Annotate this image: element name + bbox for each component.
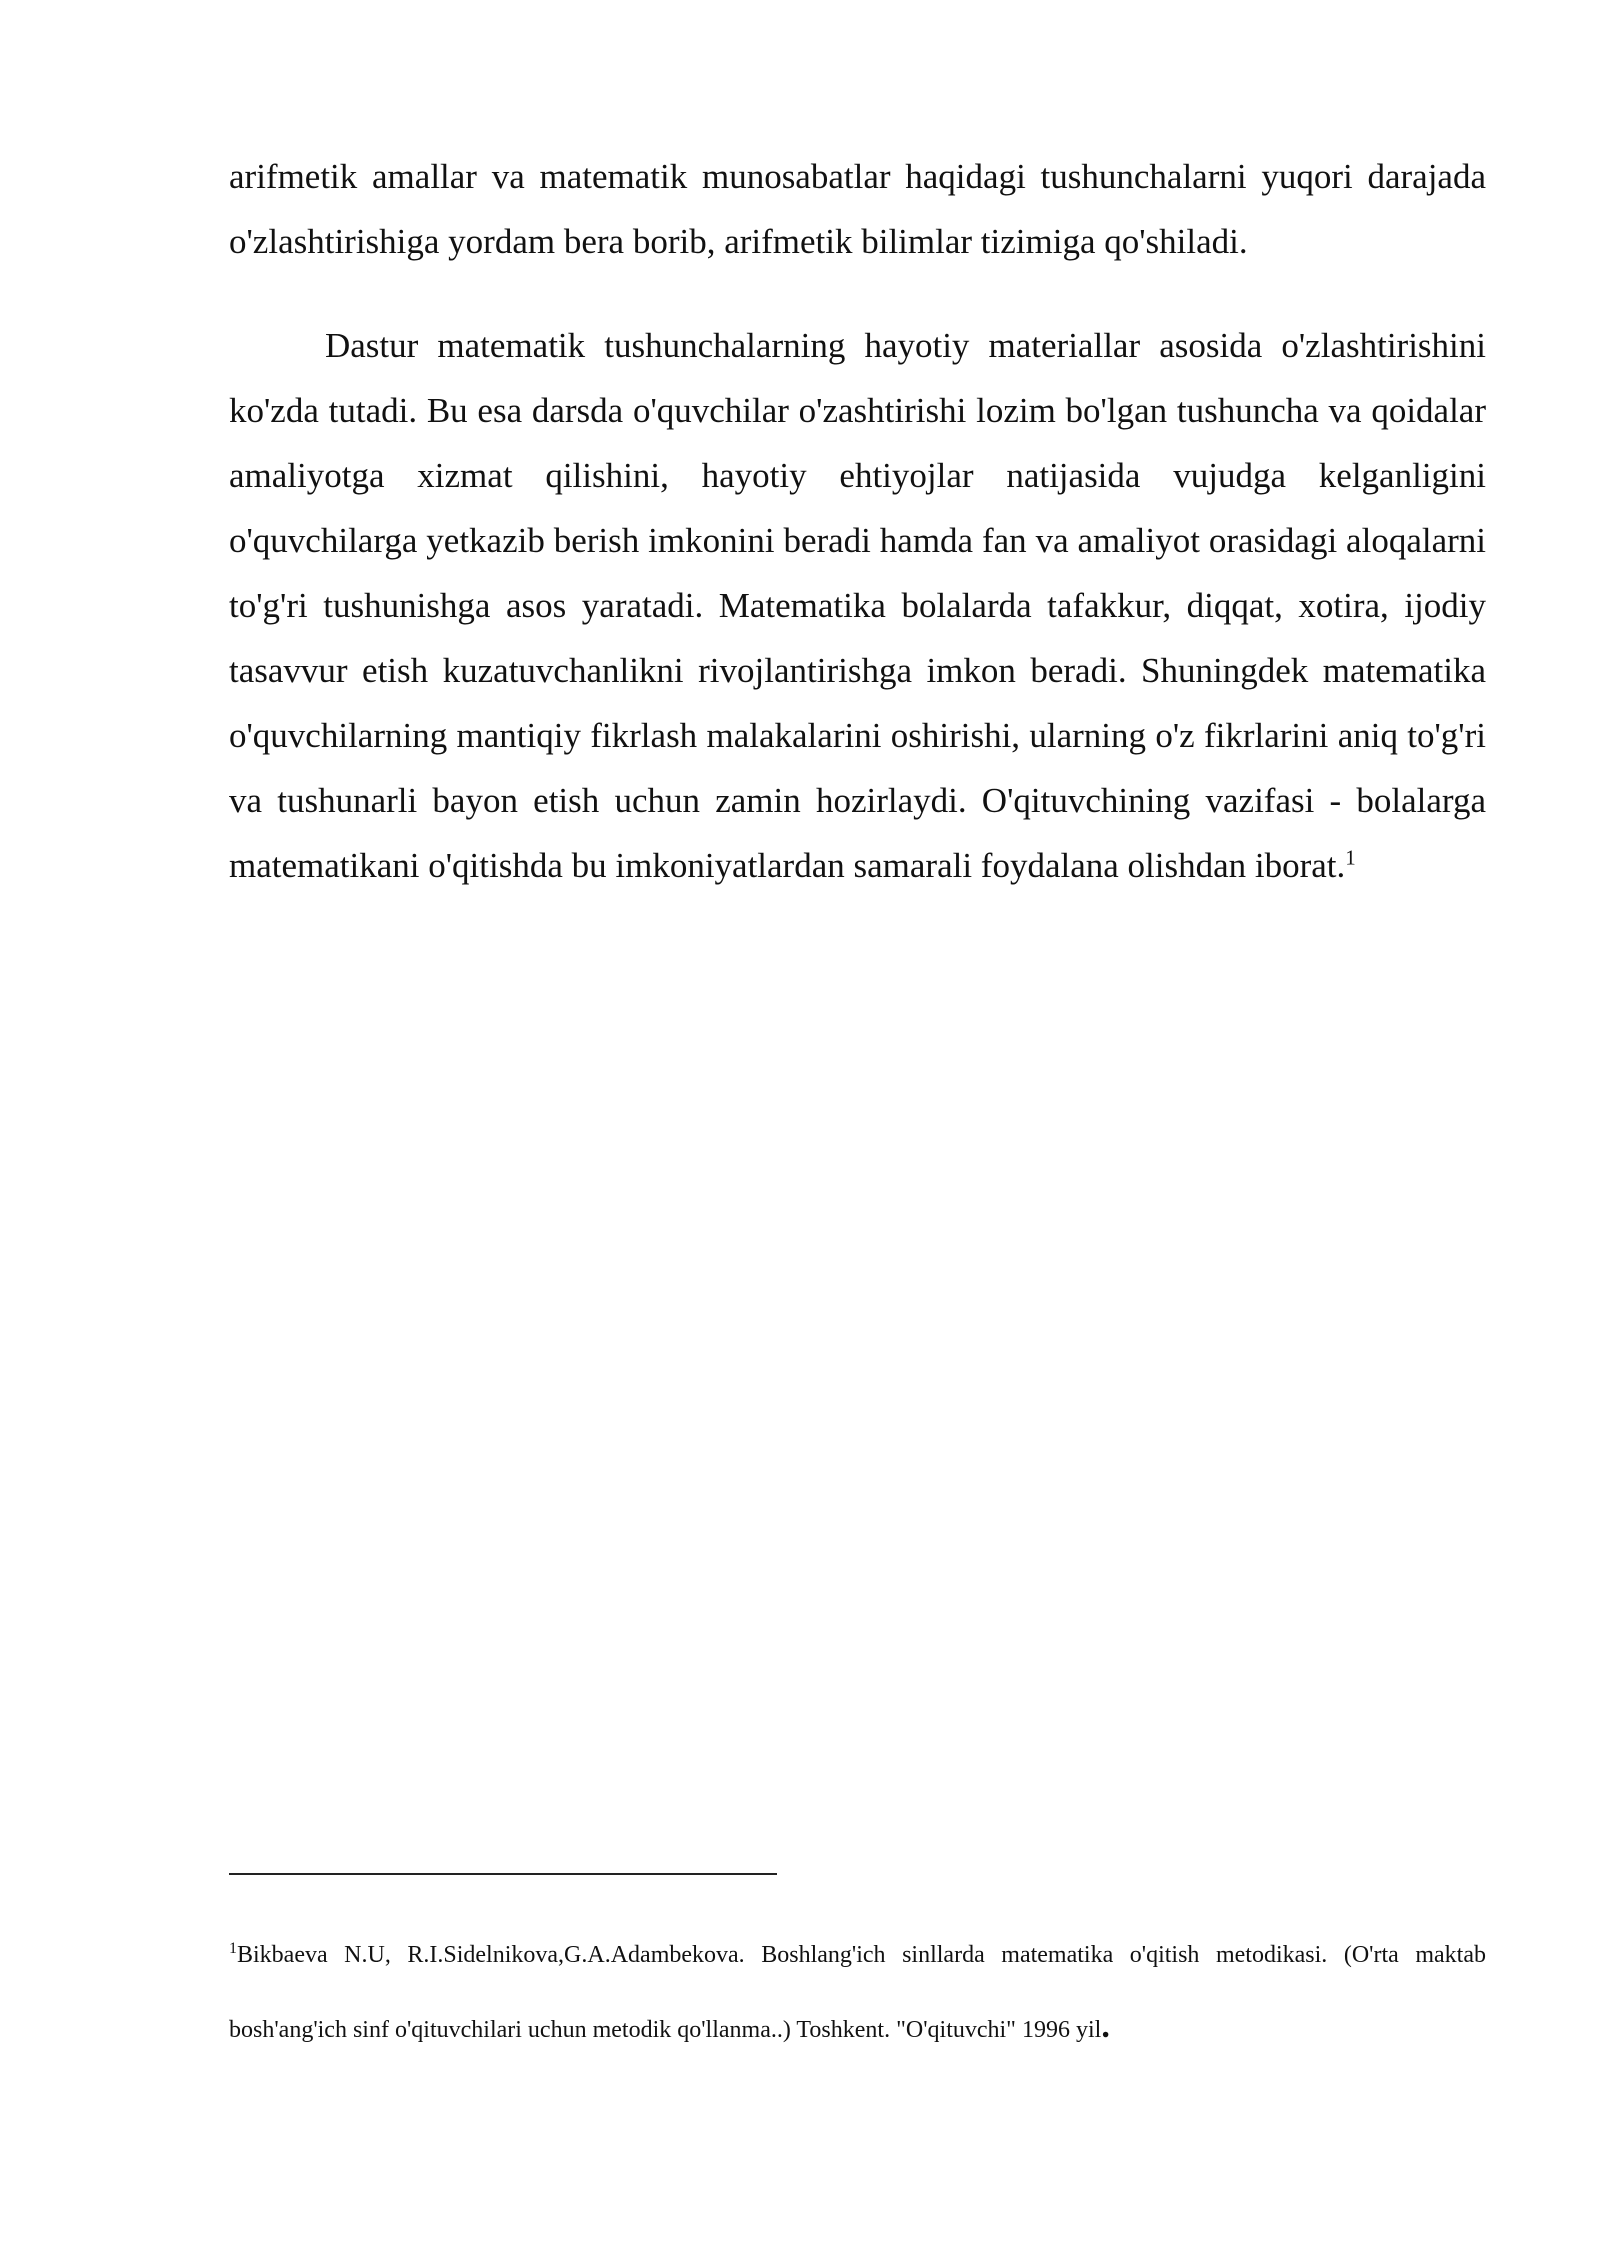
- paragraph-2-text: Dastur matematik tushunchalarning hayotiy materiallar asosida o'zlashtirishini ko'zda tutadi. Bu esa darsda o'quvchilar o'zashtirishi lozim bo'lgan tushuncha va qoidalar amaliyotga xizmat qilishini, hayotiy ehtiyojlar natijasida vujudga kelganligini o'quvchilarga yetkazib berish imkonini beradi hamda fan va amaliyot orasidagi aloqalarni to'g'ri tushunishga asos yaratadi. Matematika bolalarda tafakkur, diqqat, xotira, ijodiy tasavvur etish kuzatuvchanlikni rivojlantirishga imkon beradi. Shuningdek matematika o'quvchilarning mantiqiy fikrlash malakalarini oshirishi, ularning o'z fikrlarini aniq to'g'ri va tushunarli bayon etish uchun zamin hozirlaydi. O'qituvchining vazifasi - bolalarga matematikani o'qitishda bu imkoniyatlardan samarali foydalana olishdan iborat.: [229, 326, 1486, 885]
- footnote-reference[interactable]: 1: [1345, 845, 1356, 870]
- footnote-end-mark: .: [1101, 2008, 1110, 2045]
- footnote-text: Bikbaeva N.U, R.I.Sidelnikova,G.A.Adambekova. Boshlang'ich sinllarda matematika o'qitish metodikasi. (O'rta maktab bosh'ang'ich sinf o'qituvchilari uchun metodik qo'llanma..) Toshkent. "O'qituvchi" 1996 yil: [229, 1942, 1486, 2043]
- paragraph-main: [229, 313, 1486, 898]
- footnote: [229, 1920, 1486, 2066]
- footnote-marker: 1: [229, 1940, 237, 1957]
- footnote-separator: [229, 1873, 777, 1875]
- paragraph-1-text: arifmetik amallar va matematik munosabatlar haqidagi tushunchalarni yuqori darajada o'zlashtirishiga yordam bera borib, arifmetik bilimlar tizimiga qo'shiladi.: [229, 157, 1486, 261]
- paragraph-continuation: [229, 144, 1486, 274]
